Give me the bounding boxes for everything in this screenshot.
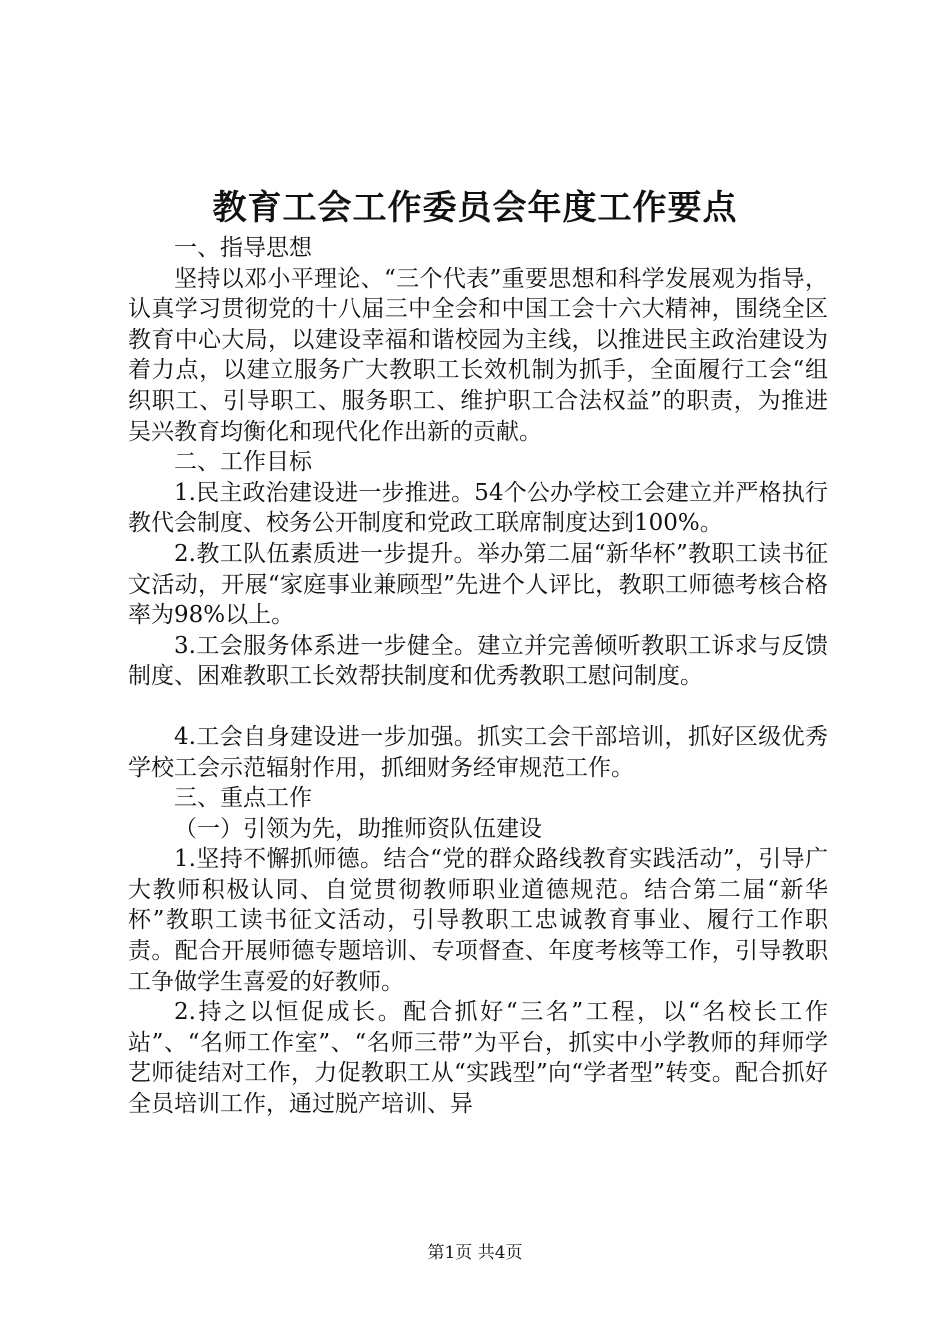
section-heading-key-work: 三、重点工作 [174,785,312,812]
subsection-heading-1: （一）引领为先，助推师资队伍建设 [174,815,542,842]
paragraph-key-work-1: 1.坚持不懈抓师德。结合“党的群众路线教育实践活动”，引导广大教师积极认同、自觉贯彻教师职业道德规范。结合第二届“新华杯”教职工读书征文活动，引导教职工忠诚教育事业、履行工作职责。配合开展师德专题培训、专项督查、年度考核等工作，引导教职工争做学生喜爱的好教师。 [128,846,828,995]
section-heading-work-goals: 二、工作目标 [174,449,312,476]
paragraph-goal-1: 1.民主政治建设进一步推进。54个公办学校工会建立并严格执行教代会制度、校务公开制度和党政工联席制度达到100%。 [128,479,828,537]
document-body [128,233,828,1120]
section-heading-guiding-ideology: 一、指导思想 [174,235,312,261]
paragraph-goal-3: 3.工会服务体系进一步健全。建立并完善倾听教职工诉求与反馈制度、困难教职工长效帮扶制度和优秀教职工慰问制度。 [128,632,828,690]
paragraph-guiding-ideology: 坚持以邓小平理论、“三个代表”重要思想和科学发展观为指导，认真学习贯彻党的十八届三中全会和中国工会十六大精神，围绕全区教育中心大局，以建设幸福和谐校园为主线，以推进民主政治建设为着力点，以建立服务广大教职工长效机制为抓手，全面履行工会“组织职工、引导职工、服务职工、维护职工合法权益”的职责，为推进吴兴教育均衡化和现代化作出新的贡献。 [128,265,828,445]
paragraph-key-work-2: 2.持之以恒促成长。配合抓好“三名”工程，以“名校长工作站”、“名师工作室”、“名师三带”为平台，抓实中小学教师的拜师学艺师徒结对工作，力促教职工从“实践型”向“学者型”转变。配合抓好全员培训工作，通过脱产培训、异 [128,999,828,1118]
paragraph-goal-4: 4.工会自身建设进一步加强。抓实工会干部培训，抓好区级优秀学校工会示范辐射作用，抓细财务经审规范工作。 [128,723,828,781]
paragraph-goal-2: 2.教工队伍素质进一步提升。举办第二届“新华杯”教职工读书征文活动，开展“家庭事业兼顾型”先进个人评比，教职工师德考核合格率为98%以上。 [128,540,828,629]
document-title: 教育工会工作委员会年度工作要点 [212,188,738,228]
page-number: 第1页 共4页 [427,1243,523,1263]
